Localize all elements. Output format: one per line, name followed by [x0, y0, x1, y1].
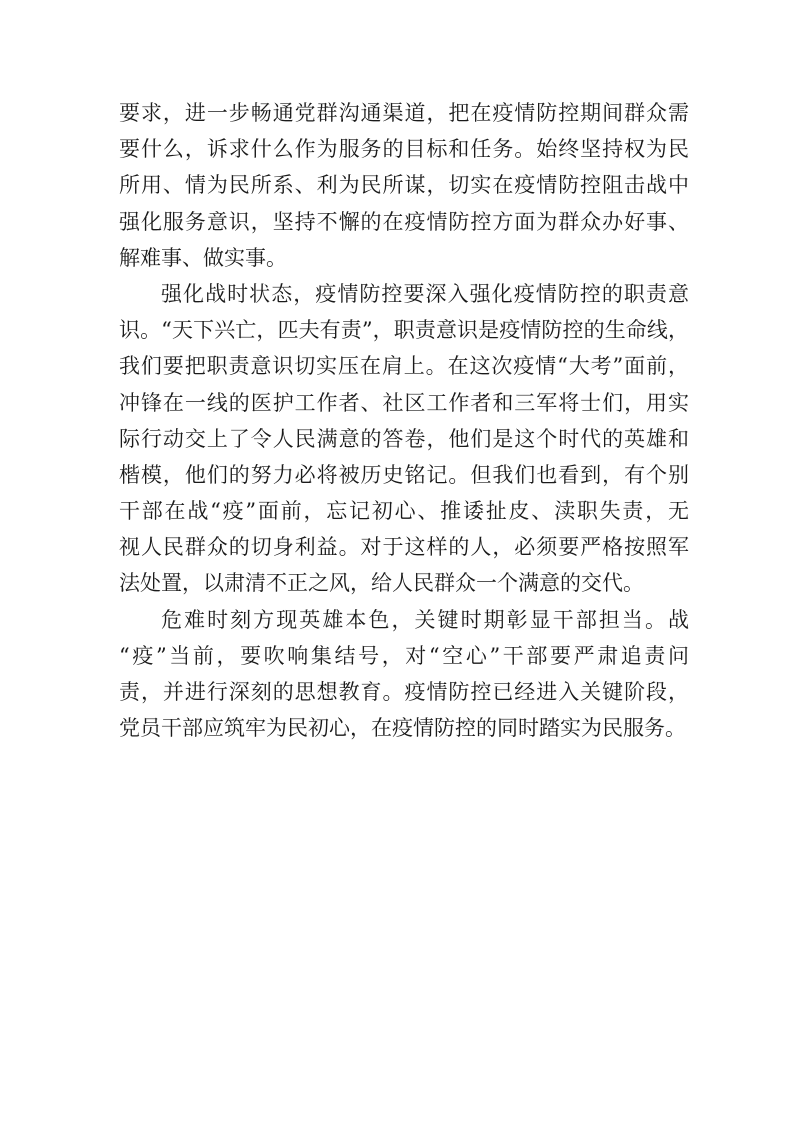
text-line: 际行动交上了令人民满意的答卷，他们是这个时代的英雄和	[119, 426, 689, 451]
text-line: “疫”当前，要吹响集结号，对“空心”干部要严肃追责问	[119, 643, 689, 668]
text-line: 强化战时状态，疫情防控要深入强化疫情防控的职责意	[161, 281, 689, 306]
text-line: 解难事、做实事。	[119, 245, 287, 270]
text-line: 楷模，他们的努力必将被历史铭记。但我们也看到，有个别	[119, 462, 689, 487]
text-line: 视人民群众的切身利益。对于这样的人，必须要严格按照军	[119, 535, 689, 560]
text-line: 党员干部应筑牢为民初心，在疫情防控的同时踏实为民服务。	[119, 716, 686, 741]
text-line: 法处置，以肃清不正之风，给人民群众一个满意的交代。	[119, 571, 644, 596]
text-line: 强化服务意识，坚持不懈的在疫情防控方面为群众办好事、	[119, 209, 689, 234]
text-line: 识。“天下兴亡，匹夫有责”，职责意识是疫情防控的生命线，	[119, 318, 689, 343]
text-line: 干部在战“疫”面前，忘记初心、推诿扯皮、渎职失责，无	[119, 499, 689, 524]
text-line: 要什么，诉求什么作为服务的目标和任务。始终坚持权为民	[119, 137, 689, 162]
text-line: 冲锋在一线的医护工作者、社区工作者和三军将士们，用实	[119, 390, 689, 415]
text-line: 要求，进一步畅通党群沟通渠道，把在疫情防控期间群众需	[119, 101, 689, 125]
text-line: 所用、情为民所系、利为民所谋，切实在疫情防控阻击战中	[119, 173, 689, 198]
text-line: 危难时刻方现英雄本色，关键时期彰显干部担当。战	[161, 607, 689, 632]
document-body	[119, 95, 689, 746]
paragraph-1	[119, 95, 689, 276]
paragraph-3	[119, 602, 689, 747]
paragraph-2	[119, 276, 689, 602]
text-line: 责，并进行深刻的思想教育。疫情防控已经进入关键阶段，	[119, 680, 689, 704]
text-line: 我们要把职责意识切实压在肩上。在这次疫情“大考”面前，	[119, 354, 689, 379]
